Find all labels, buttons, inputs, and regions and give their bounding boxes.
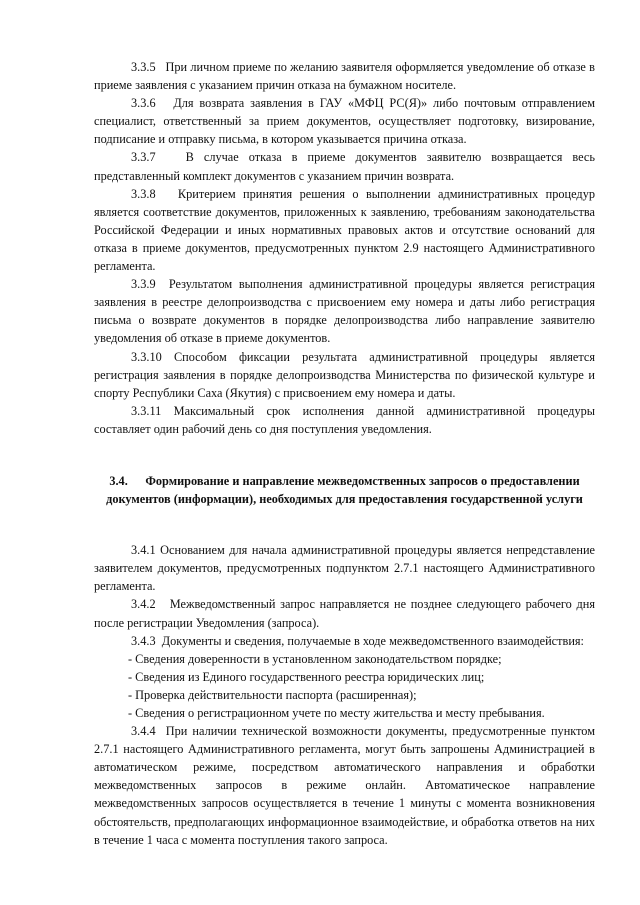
paragraph-3-3-7: 3.3.7 В случае отказа в приеме документов заявителю возвращается весь представленный комплект документов с указанием причин возврата. [94,150,595,183]
section-number: 3.4. [109,473,128,488]
paragraph-3-3-6: 3.3.6 Для возврата заявления в ГАУ «МФЦ РС(Я)» либо почтовым отправлением специалист, ответственный за прием документов, осуществляет подготовку, визирование, подписание и отправку письма, в котором указывается причина отказа. [94,96,595,147]
paragraph-3-3-11: 3.3.11 Максимальный срок исполнения данной административной процедуры составляет один рабочий день со дня поступления уведомления. [94,403,595,436]
paragraph-3-4-1: 3.4.1 Основанием для начала административной процедуры является непредставление заявителем документов, предусмотренных подпунктом 2.7.1 настоящего Административного регламента. [94,543,595,594]
paragraph-3-3-10: 3.3.10 Способом фиксации результата административной процедуры является регистрация заявления в порядке делопроизводства Министерства по физической культуре и спорту Республики Саха (Якутия) с присвоением ему номера и даты. [94,349,595,400]
section-title: Формирование и направление межведомственных запросов о предоставлении документов (информации), необходимых для предоставления государственной услуги [106,473,583,507]
section-3-4-heading [94,472,595,508]
list-item: - Сведения о регистрационном учете по месту жительства и месту пребывания. [128,706,545,720]
document-body [94,58,595,849]
paragraph-3-4-2: 3.4.2 Межведомственный запрос направляется не позднее следующего рабочего дня после регистрации Уведомления (запроса). [94,597,595,630]
paragraph-3-3-5: 3.3.5 При личном приеме по желанию заявителя оформляется уведомление об отказе в приеме заявления с указанием причин отказа на бумажном носителе. [94,60,595,93]
list-item: - Проверка действительности паспорта (расширенная); [128,687,417,702]
paragraph-3-3-9: 3.3.9 Результатом выполнения административной процедуры является регистрация заявления в реестре делопроизводства с присвоением ему номера и даты либо регистрация письма о возврате документов в порядке делопроизводства либо направление заявителю уведомления об отказе в приеме документов. [94,277,595,346]
paragraph-3-4-3: 3.4.3 Документы и сведения, получаемые в ходе межведомственного взаимодействия: [131,633,584,648]
list-item: - Сведения из Единого государственного реестра юридических лиц; [128,669,485,684]
paragraph-3-3-8: 3.3.8 Критерием принятия решения о выполнении административных процедур является соответствие документов, приложенных к заявлению, требованиям законодательства Российской Федерации и иных нормативных правовых актов и отсутствие оснований для отказа в приеме документов, предусмотренных пунктом 2.9 настоящего Административного регламента. [94,186,595,274]
list-item: - Сведения доверенности в установленном законодательством порядке; [128,651,502,666]
paragraph-3-4-4: 3.4.4 При наличии технической возможности документы, предусмотренные пунктом 2.7.1 настоящего Административного регламента, могут быть запрошены Администрацией в автоматическом режиме, посредством автоматического направления и обработки межведомственных запросов в режиме онлайн. Автоматическое направление межведомственных запросов осуществляется в течение 1 минуты с момента возникновения обстоятельств, предполагающих информационное взаимодействие, и обработка ответов на них в течение 1 часа с момента поступления такого запроса. [94,724,595,847]
